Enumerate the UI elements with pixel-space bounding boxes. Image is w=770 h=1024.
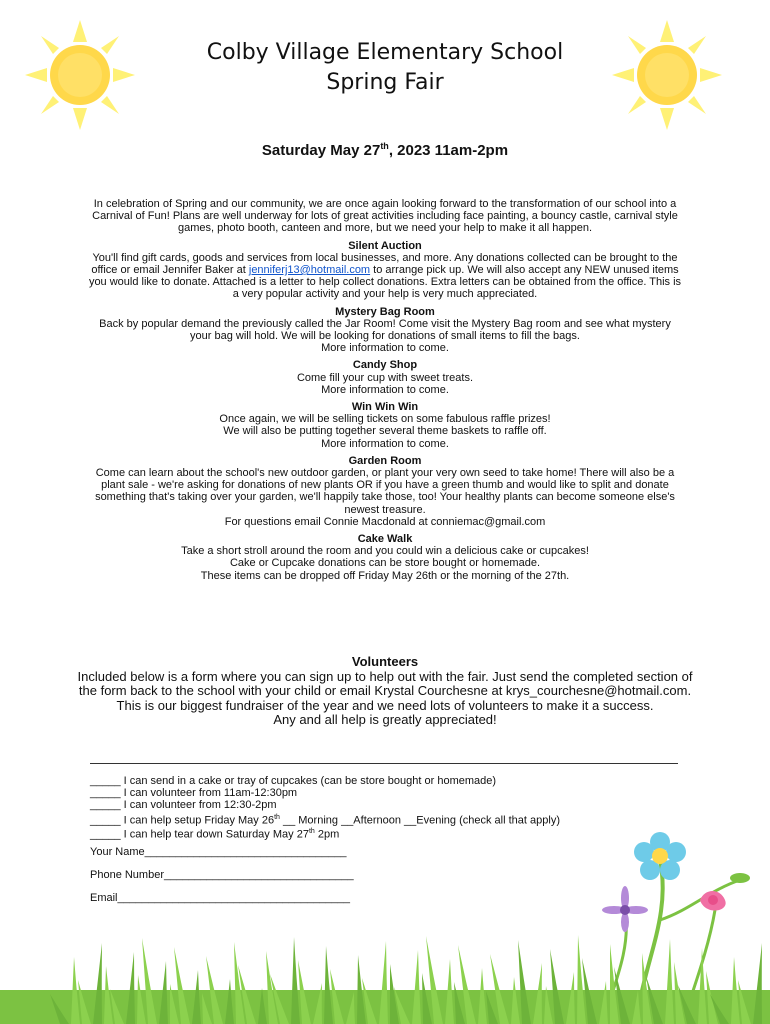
candy-shop-heading: Candy Shop (352, 359, 418, 372)
option-cake-label: I can send in a cake or tray of cupcakes (can be store bought or homemade) (123, 775, 497, 787)
option-volunteer-afternoon[interactable] (90, 799, 690, 811)
mystery-bag-heading: Mystery Bag Room (335, 305, 435, 318)
name-field[interactable]: Your Name_________________________________ (90, 846, 347, 858)
option-setup-post: __ Morning __Afternoon __Evening (check all that apply) (279, 814, 560, 827)
option-cake[interactable] (90, 775, 690, 787)
event-date (0, 141, 770, 159)
fair-description (88, 198, 682, 582)
cake-walk-heading: Cake Walk (357, 533, 413, 546)
jennifer-email-link[interactable]: jenniferj13@hotmail.com (248, 264, 371, 277)
date-post: , 2023 11am-2pm (388, 142, 509, 159)
option-blank: _____ (90, 799, 121, 812)
win-win-heading: Win Win Win (351, 401, 419, 414)
option-volunteer-morning-label: I can volunteer from 11am-12:30pm (123, 787, 298, 800)
intro-paragraph: In celebration of Spring and our community, we are once again looking forward to the transformation of our school into a Carnival of Fun! Plans are well underway for lots of great activities including face painting, a bouncy castle, carnival style games, photo booth, canteen and more, but we need your help to make it all happen. (92, 198, 678, 235)
option-teardown-sup: th (308, 828, 315, 836)
option-setup-pre: I can help setup Friday May 26 (123, 814, 275, 827)
garden-room-text: Come can learn about the school's new outdoor garden, or plant your very own seed to take home! There will also be a plant sale - we're asking for donations of new plants OR if you have a green thumb and would like to split and donate something that's taking over your garden, we'll happily take those, too! Your healthy plants can become someone else's newest treasure. (95, 467, 675, 516)
silent-auction-text-after: to arrange pick up. We will also accept any NEW unused items you would like to donate. Attached is a letter to help collect donations. Extra letters can be obtained from the office. This is a very popular activity and your help is very much appreciated. (88, 264, 682, 301)
option-blank: _____ (90, 814, 121, 827)
page-title (0, 38, 770, 98)
cake-walk-line-1: Take a short stroll around the room and you could win a delicious cake or cupcakes! (181, 545, 589, 558)
silent-auction-text (88, 252, 682, 301)
phone-field[interactable]: Phone Number_______________________________ (90, 869, 354, 881)
garden-room-contact: For questions email Connie Macdonald at conniemac@gmail.com (224, 515, 546, 528)
date-sup: th (380, 141, 389, 151)
silent-auction-heading: Silent Auction (348, 239, 422, 252)
option-blank: _____ (90, 775, 121, 787)
candy-shop-more: More information to come. (321, 383, 449, 396)
title-line-2: Spring Fair (326, 70, 444, 95)
volunteers-closing: Any and all help is greatly appreciated! (273, 711, 497, 727)
email-field[interactable]: Email______________________________________ (90, 892, 350, 904)
cut-line-divider (90, 763, 678, 764)
garden-room-heading: Garden Room (348, 454, 422, 467)
win-win-more: More information to come. (321, 437, 449, 450)
cake-walk-line-3: These items can be dropped off Friday May 26th or the morning of the 27th. (200, 569, 570, 582)
mystery-bag-text: Back by popular demand the previously called the Jar Room! Come visit the Mystery Bag room and see what mystery your bag will hold. We will be looking for donations of small items to fill the bags. (99, 317, 671, 343)
title-line-1: Colby Village Elementary School (206, 40, 564, 65)
grass-border-icon (0, 900, 770, 1024)
win-win-line-1: Once again, we will be selling tickets on some fabulous raffle prizes! (219, 413, 551, 426)
cake-walk-line-2: Cake or Cupcake donations can be store bought or homemade. (229, 557, 541, 570)
volunteers-section (70, 655, 700, 727)
date-pre: Saturday May 27 (261, 142, 381, 159)
win-win-line-2: We will also be putting together several theme baskets to raffle off. (223, 425, 547, 438)
option-teardown-pre: I can help tear down Saturday May 27 (123, 829, 309, 842)
volunteers-text: Included below is a form where you can sign up to help out with the fair. Just send the completed section of the form back to the school with your child or email Krystal Courchesne at krys_courchesne@hotmail.com. This is our biggest fundraiser of the year and we need lots of volunteers to make it a success. (77, 669, 693, 713)
option-blank: _____ (90, 829, 121, 842)
option-volunteer-afternoon-label: I can volunteer from 12:30-2pm (123, 799, 277, 812)
option-blank: _____ (90, 787, 121, 800)
option-teardown-post: 2pm (314, 829, 340, 842)
silent-auction-text-before: You'll find gift cards, goods and services from local businesses, and more. Any donations collected can be brought to the office or email Jennifer Baker at (91, 251, 678, 277)
option-volunteer-morning[interactable] (90, 787, 690, 799)
option-setup-sup: th (274, 813, 280, 821)
volunteers-heading: Volunteers (351, 654, 419, 669)
mystery-bag-more: More information to come. (321, 342, 449, 355)
candy-shop-text: Come fill your cup with sweet treats. (296, 371, 474, 384)
